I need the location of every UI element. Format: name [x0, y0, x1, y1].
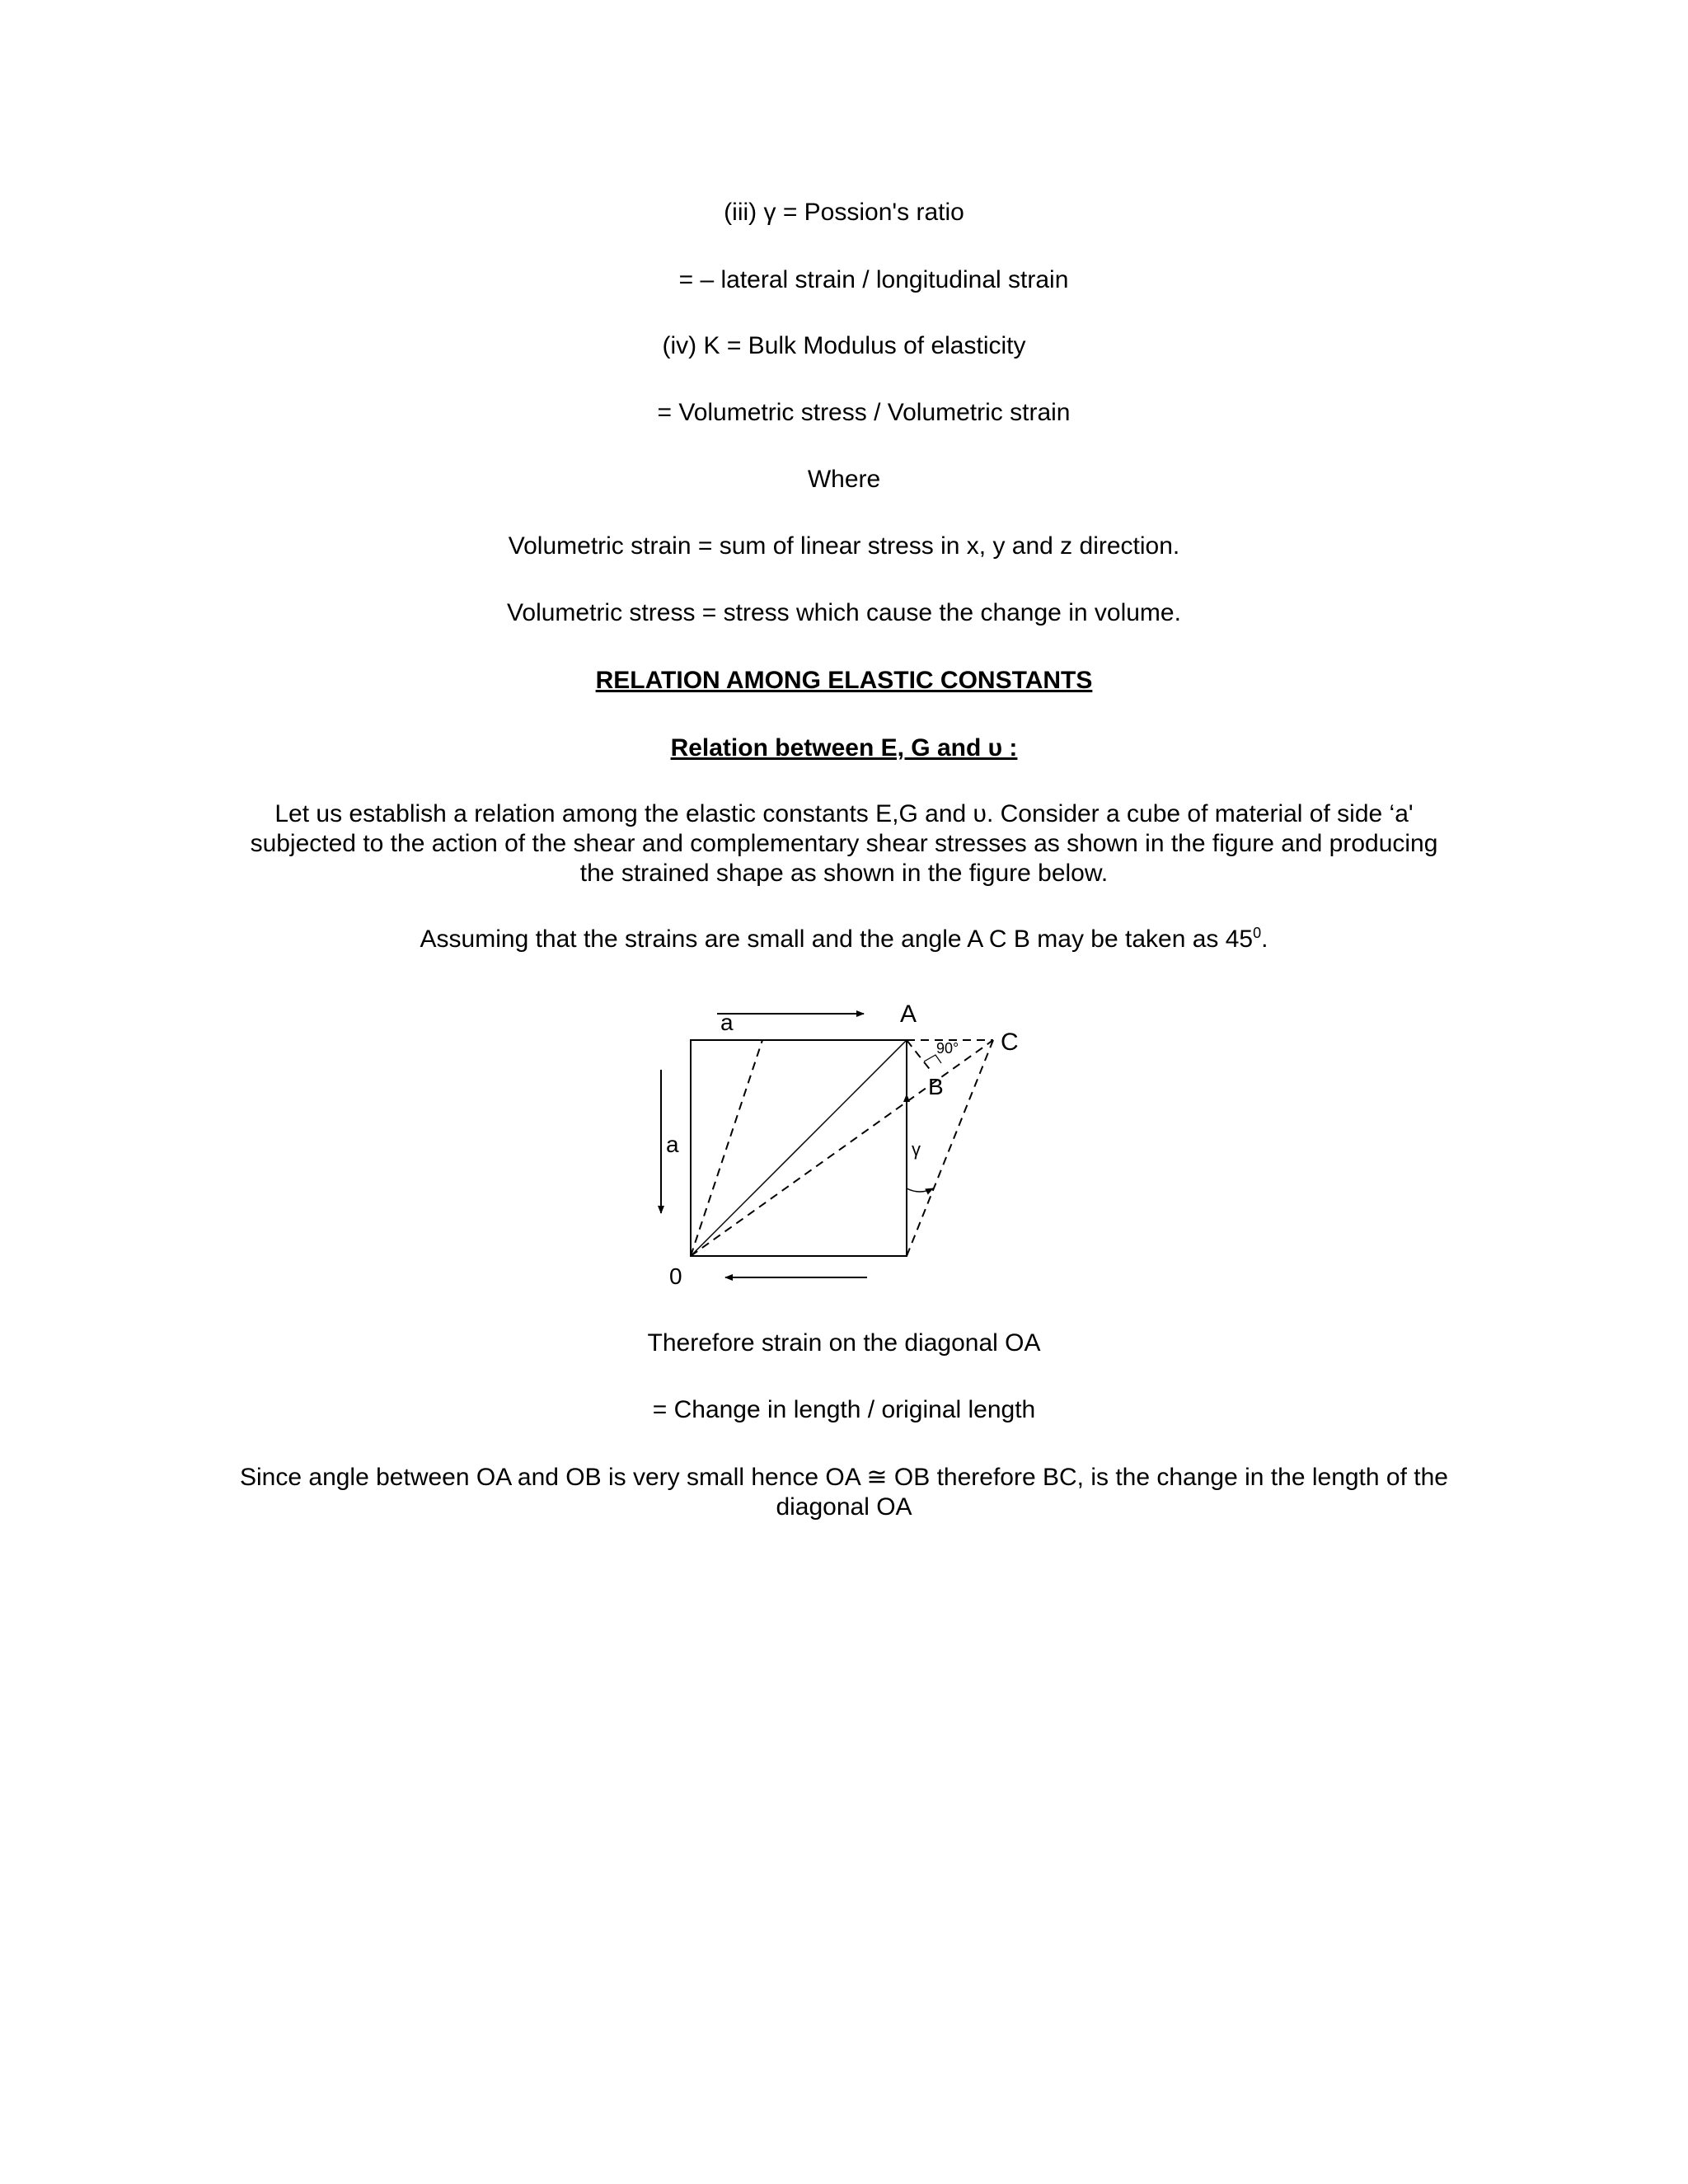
- label-gamma: γ: [912, 1139, 921, 1160]
- label-left-a: a: [666, 1132, 679, 1157]
- label-C: C: [1001, 1029, 1019, 1056]
- degree-superscript: 0: [1253, 925, 1262, 941]
- since-paragraph: Since angle between OA and OB is very small hence OA ≅ OB therefore BC, is the change in the length of the diagonal OA: [240, 1464, 1448, 1521]
- shear-strain-figure: [643, 997, 1055, 1310]
- diagonal-OC: [691, 1040, 993, 1256]
- bulk-modulus-formula: = Volumetric stress / Volumetric strain: [657, 399, 1071, 426]
- strained-left-edge: [691, 1040, 762, 1256]
- intro-paragraph: Let us establish a relation among the elastic constants E,G and υ. Consider a cube of material of side ‘a' subjected to the action of the shear and complementary shear stresses as shown in the figure and producing the strained shape as shown in the figure below.: [250, 800, 1438, 887]
- section-heading: RELATION AMONG ELASTIC CONSTANTS: [595, 667, 1093, 694]
- label-B: B: [928, 1074, 944, 1099]
- label-O: 0: [669, 1263, 682, 1289]
- label-A: A: [900, 1001, 917, 1028]
- assumption-main: Assuming that the strains are small and the angle A C B may be taken as 45: [420, 926, 1254, 953]
- gamma-arc: [907, 1188, 933, 1192]
- where-label: Where: [807, 466, 881, 493]
- assumption-end: .: [1261, 926, 1268, 953]
- volumetric-stress-definition: Volumetric stress = stress which cause the change in volume.: [507, 599, 1181, 626]
- label-top-a: a: [720, 1010, 734, 1035]
- volumetric-strain-definition: Volumetric strain = sum of linear stress in x, y and z direction.: [508, 532, 1180, 560]
- subsection-heading: Relation between E, G and υ :: [670, 734, 1018, 762]
- poisson-ratio-formula: = – lateral strain / longitudinal strain: [678, 266, 1069, 293]
- line-AB: [907, 1040, 931, 1071]
- assumption-text: [0, 925, 1688, 954]
- therefore-strain-text: Therefore strain on the diagonal OA: [647, 1329, 1041, 1357]
- label-90: 90°: [936, 1040, 959, 1057]
- change-length-formula: = Change in length / original length: [652, 1396, 1036, 1423]
- bulk-modulus-definition: (iv) K = Bulk Modulus of elasticity: [662, 332, 1026, 359]
- poisson-ratio-definition: (iii) γ = Possion's ratio: [724, 199, 964, 226]
- diagonal-OA: [691, 1040, 907, 1256]
